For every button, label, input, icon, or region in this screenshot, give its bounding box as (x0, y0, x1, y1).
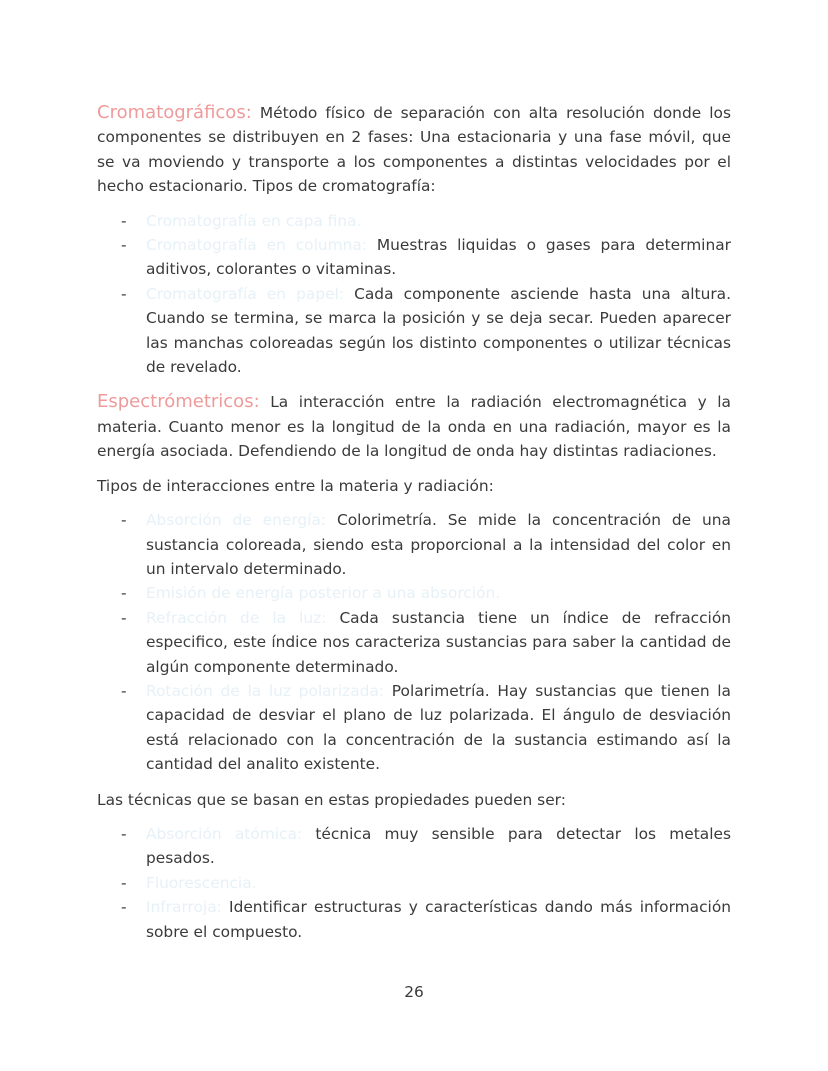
list-item (121, 871, 731, 895)
list-item (121, 233, 731, 282)
item-label: Rotación de la luz polarizada: (146, 681, 385, 700)
dash-bullet: - (121, 898, 127, 917)
list-item (121, 282, 731, 380)
item-label: Infrarroja: (146, 898, 222, 917)
list-item (121, 895, 731, 944)
dash-bullet: - (121, 511, 127, 530)
interacciones-list (97, 508, 731, 776)
cromatograficos-heading: Cromatográficos: (97, 102, 252, 123)
tecnicas-intro: Las técnicas que se basan en estas propiedades pueden ser: (97, 790, 566, 809)
list-item (121, 679, 731, 777)
item-label: Cromatografía en columna: (146, 236, 367, 255)
list-item (121, 508, 731, 581)
item-text: Muestras liquidas o gases para determinar aditivos, colorantes o vitaminas. (146, 236, 731, 279)
item-text: Polarimetría. Hay sustancias que tienen la capacidad de desviar el plano de luz polarizada. El ángulo de desviación está relacionado con la concentración de la sustancia estimando así la cantidad del analito existente. (146, 681, 731, 774)
item-label: Absorción de energía: (146, 511, 327, 530)
dash-bullet: - (121, 681, 127, 700)
cromatograficos-paragraph (97, 101, 731, 199)
list-item (121, 606, 731, 679)
dash-bullet: - (121, 584, 127, 603)
cromatograficos-text: Método físico de separación con alta resolución donde los componentes se distribuyen en 2 fases: Una estacionaria y una fase móvil, que se va moviendo y transporte a los componentes a distintas velocidades por el hecho estacionario. Tipos de cromatografía: (97, 104, 731, 196)
espectrometricos-text: La interacción entre la radiación electromagnética y la materia. Cuanto menor es la longitud de la onda en una radiación, mayor es la energía asociada. Defendiendo de la longitud de onda hay distintas radiaciones. (97, 393, 731, 461)
dash-bullet: - (121, 824, 127, 843)
list-item (121, 822, 731, 871)
tecnicas-list (97, 822, 731, 944)
cromatografia-types-list (97, 209, 731, 380)
dash-bullet: - (121, 211, 127, 230)
document-page (97, 101, 731, 955)
item-label: Refracción de la luz: (146, 608, 327, 627)
dash-bullet: - (121, 608, 127, 627)
item-label: Fluorescencia. (146, 873, 257, 892)
interacciones-intro: Tipos de interacciones entre la materia y radiación: (97, 476, 494, 495)
dash-bullet: - (121, 284, 127, 303)
item-text: Colorimetría. Se mide la concentración de una sustancia coloreada, siendo esta proporcional a la intensidad del color en un intervalo determinado. (146, 511, 731, 578)
dash-bullet: - (121, 873, 127, 892)
item-text: Identificar estructuras y características dando más información sobre el compuesto. (146, 898, 731, 941)
item-label: Emisión de energía posterior a una absorción. (146, 584, 501, 603)
espectrometricos-heading: Espectrómetricos: (97, 391, 260, 413)
item-text: técnica muy sensible para detectar los metales pesados. (146, 824, 731, 868)
list-item (121, 581, 731, 605)
item-text: Cada sustancia tiene un índice de refracción especifico, este índice nos caracteriza sustancias para saber la cantidad de algún componente determinado. (146, 608, 731, 676)
dash-bullet: - (121, 236, 127, 255)
item-label: Cromatografía en capa fina. (146, 211, 362, 230)
espectrometricos-paragraph (97, 390, 731, 463)
page-number: 26 (404, 983, 424, 1001)
list-item (121, 209, 731, 233)
item-label: Cromatografía en papel: (146, 284, 345, 303)
item-label: Absorción atómica: (146, 824, 303, 843)
item-text: Cada componente asciende hasta una altura. Cuando se termina, se marca la posición y se deja secar. Pueden aparecer las manchas coloreadas según los distinto componentes o utilizar técnicas de revelado. (146, 284, 731, 377)
